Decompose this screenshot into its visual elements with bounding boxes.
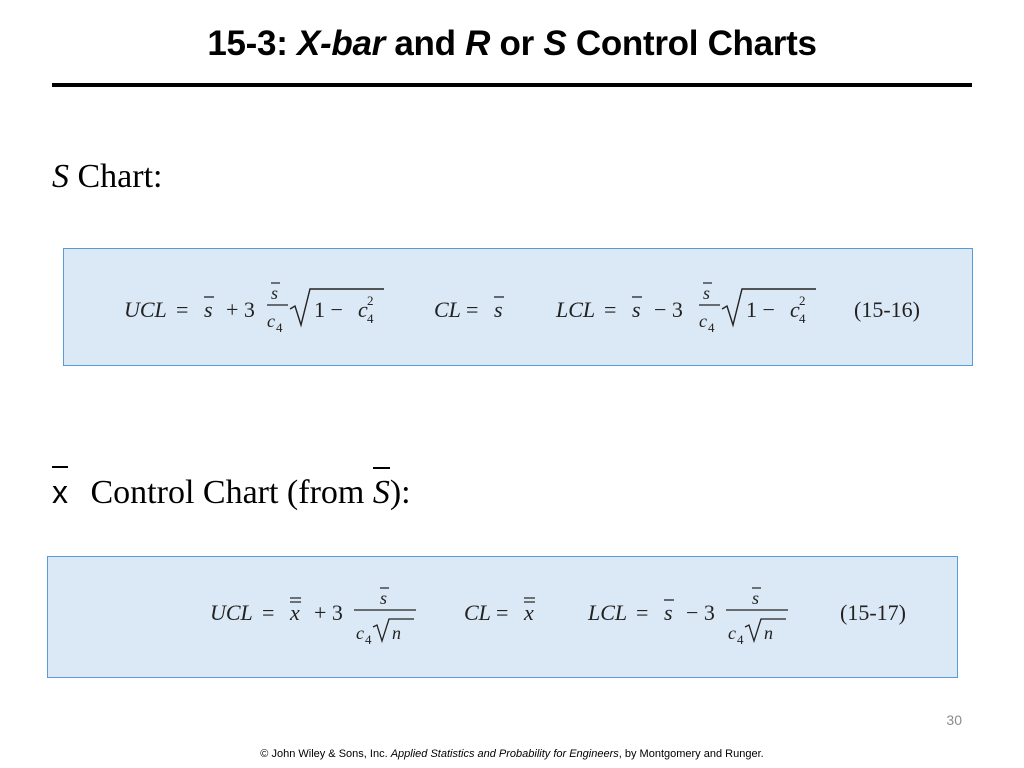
svg-text:CL: CL: [464, 600, 491, 625]
svg-text:c: c: [699, 311, 707, 331]
svg-text:s: s: [271, 283, 279, 303]
s-chart-heading: S Chart:: [52, 158, 163, 195]
svg-text:=: =: [176, 297, 189, 322]
svg-text:s: s: [664, 600, 673, 625]
svg-text:c: c: [790, 297, 800, 322]
svg-text:=: =: [496, 600, 509, 625]
svg-text:c: c: [267, 311, 275, 331]
xbar-chart-heading: x Control Chart (from S):: [52, 474, 411, 511]
svg-text:− 3: − 3: [686, 600, 715, 625]
page-number: 30: [946, 712, 962, 728]
sbar-symbol: S: [372, 474, 390, 511]
svg-text:UCL: UCL: [124, 297, 167, 322]
svg-text:=: =: [636, 600, 649, 625]
svg-text:c: c: [358, 297, 368, 322]
svg-text:1 −: 1 −: [314, 297, 343, 322]
copyright-footer: © John Wiley & Sons, Inc. Applied Statistics and Probability for Engineers, by Montgomery and Runger.: [260, 748, 764, 760]
slide-title: 15-3: X-bar and R or S Control Charts: [207, 24, 817, 63]
svg-text:2: 2: [367, 293, 374, 308]
svg-text:c: c: [356, 623, 364, 643]
svg-text:− 3: − 3: [654, 297, 683, 322]
svg-text:c: c: [728, 623, 736, 643]
svg-text:2: 2: [799, 293, 806, 308]
xbar-symbol: x: [52, 474, 68, 510]
svg-text:4: 4: [365, 632, 372, 647]
svg-text:s: s: [494, 297, 503, 322]
svg-text:s: s: [204, 297, 213, 322]
svg-text:CL: CL: [434, 297, 461, 322]
title-divider: [52, 83, 972, 87]
svg-text:s: s: [752, 588, 760, 608]
svg-text:4: 4: [799, 311, 806, 326]
svg-text:n: n: [764, 623, 773, 643]
svg-text:s: s: [703, 283, 711, 303]
svg-text:s: s: [632, 297, 641, 322]
equation-15-17-box: [47, 556, 958, 678]
equation-15-17: [48, 557, 957, 677]
svg-text:x: x: [524, 600, 534, 625]
svg-text:s: s: [380, 588, 388, 608]
svg-text:4: 4: [737, 632, 744, 647]
svg-text:1 −: 1 −: [746, 297, 775, 322]
svg-text:=: =: [466, 297, 479, 322]
svg-text:=: =: [604, 297, 617, 322]
svg-text:(15-16): (15-16): [854, 297, 920, 322]
svg-text:=: =: [262, 600, 275, 625]
svg-text:LCL: LCL: [588, 600, 628, 625]
svg-text:4: 4: [708, 320, 715, 335]
svg-text:4: 4: [367, 311, 374, 326]
equation-15-16: [64, 249, 972, 365]
svg-text:LCL: LCL: [556, 297, 596, 322]
svg-text:+ 3: + 3: [314, 600, 343, 625]
svg-text:+ 3: + 3: [226, 297, 255, 322]
svg-text:x: x: [290, 600, 300, 625]
svg-text:(15-17): (15-17): [840, 600, 906, 625]
svg-text:4: 4: [276, 320, 283, 335]
svg-text:n: n: [392, 623, 401, 643]
equation-15-16-box: [63, 248, 973, 366]
svg-text:UCL: UCL: [210, 600, 253, 625]
